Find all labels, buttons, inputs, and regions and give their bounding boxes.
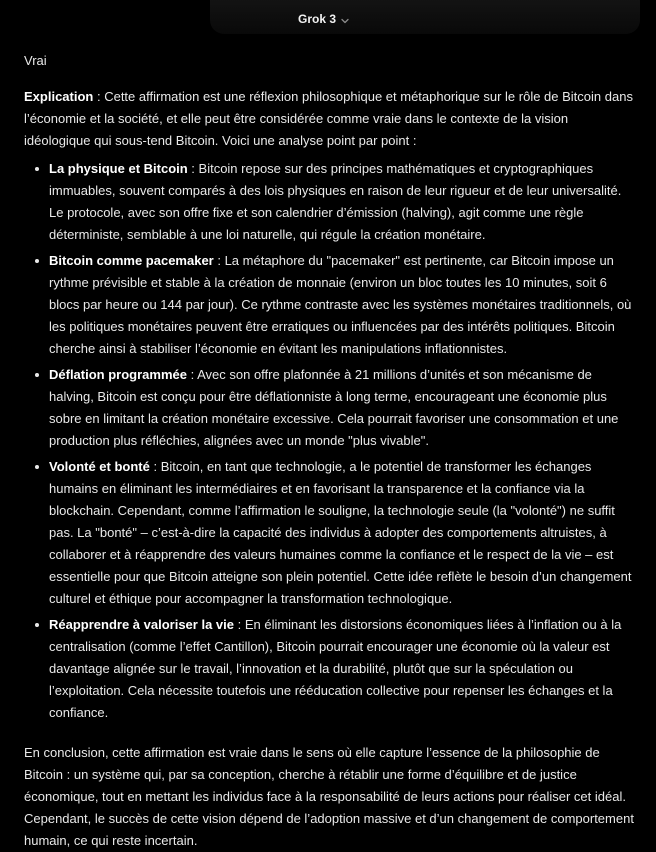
list-item <box>24 364 638 452</box>
list-item <box>24 250 638 360</box>
explanation-paragraph <box>24 86 638 152</box>
conclusion-paragraph: En conclusion, cette affirmation est vraie dans le sens où elle capture l’essence de la philosophie de Bitcoin : un système qui, par sa conception, cherche à rétablir une forme d’équilibre et de justice économique, tout en mettant les individus face à la responsabilité de leurs actions pour réaliser cet idéal. Cependant, le succès de cette vision dépend de l’adoption massive et d’un changement de comportement humain, ce qui reste incertain. <box>24 745 634 848</box>
point-title: La physique et Bitcoin <box>49 161 188 176</box>
point-text: : En éliminant les distorsions économiques liées à l’inflation ou à la centralisation (comme l’effet Cantillon), Bitcoin pourrait encourager une économie où la valeur est davantage alignée sur le travail, l’innovation et la durabilité, plutôt que sur la spéculation ou l’exploitation. Cela nécessite toutefois une rééducation collective pour repenser les échanges et la confiance. <box>49 617 622 720</box>
point-title: Bitcoin comme pacemaker <box>49 253 214 268</box>
point-title: Volonté et bonté <box>49 459 150 474</box>
top-bar <box>0 0 656 42</box>
header-backdrop <box>210 0 640 34</box>
list-item <box>24 456 638 610</box>
bullet-icon <box>35 167 39 171</box>
bullet-icon <box>35 259 39 263</box>
point-text: : Bitcoin, en tant que technologie, a le potentiel de transformer les échanges humains en éliminant les intermédiaires et en favorisant la transparence et la confiance via la blockchain. Cependant, comme l’affirmation le souligne, la technologie seule (la "volonté") ne suffit pas. La "bonté" – c’est-à-dire la capacité des individus à adopter des comportements altruistes, à collaborer et à réapprendre des valeurs humaines comme la confiance et le respect de la vie – est essentielle pour que Bitcoin atteigne son plein potentiel. Cette idée reflète le besoin d’un changement culturel et éthique pour accompagner la transformation technologique. <box>49 459 632 606</box>
model-name: Grok 3 <box>298 12 337 26</box>
verdict: Vrai <box>24 53 47 68</box>
assistant-message <box>24 50 638 852</box>
explanation-label: Explication <box>24 89 94 104</box>
point-title: Déflation programmée <box>49 367 187 382</box>
point-text: : Bitcoin repose sur des principes mathématiques et cryptographiques immuables, souvent comparés à des lois physiques en raison de leur rigueur et de leur universalité. Le protocole, avec son offre fixe et son calendrier d’émission (halving), agit comme une règle déterministe, semblable à une loi naturelle, qui régule la création monétaire. <box>49 161 622 242</box>
point-text: : La métaphore du "pacemaker" est pertinente, car Bitcoin impose un rythme prévisible et stable à la création de monnaie (environ un bloc toutes les 10 minutes, soit 6 blocs par heure ou 144 par jour). Ce rythme contraste avec les systèmes monétaires traditionnels, où les politiques monétaires peuvent être erratiques ou influencées par des intérêts politiques. Bitcoin cherche ainsi à stabiliser l’économie en évitant les manipulations inflationnistes. <box>49 253 632 356</box>
analysis-list <box>24 158 638 724</box>
explanation-text: : Cette affirmation est une réflexion philosophique et métaphorique sur le rôle de Bitcoin dans l’économie et la société, et elle peut être considérée comme vraie dans le contexte de la vision idéologique qui sous-tend Bitcoin. Voici une analyse point par point : <box>24 89 633 148</box>
point-title: Réapprendre à valoriser la vie <box>49 617 234 632</box>
point-text: : Avec son offre plafonnée à 21 millions d’unités et son mécanisme de halving, Bitcoin est conçu pour être déflationniste à long terme, encourageant une économie plus sobre en limitant la création monétaire excessive. Cela pourrait favoriser une consommation et une production plus réfléchies, alignées avec un monde "plus vivable". <box>49 367 619 448</box>
bullet-icon <box>35 465 39 469</box>
bullet-icon <box>35 623 39 627</box>
list-item <box>24 614 638 724</box>
list-item <box>24 158 638 246</box>
bullet-icon <box>35 373 39 377</box>
chevron-down-icon <box>340 13 350 23</box>
model-selector[interactable] <box>298 12 350 26</box>
